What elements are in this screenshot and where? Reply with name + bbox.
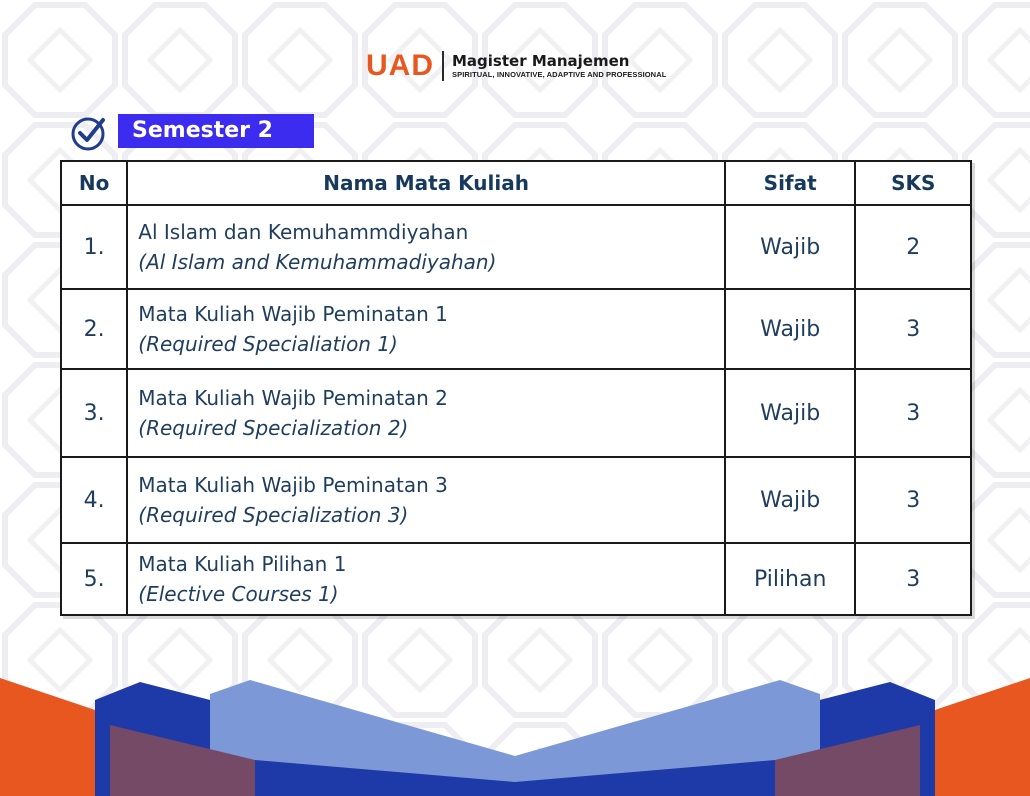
row-no: 1. bbox=[61, 205, 127, 289]
row-sifat: Wajib bbox=[725, 205, 856, 289]
table-row bbox=[61, 543, 971, 615]
row-course-name bbox=[127, 369, 725, 457]
row-no: 3. bbox=[61, 369, 127, 457]
row-no: 5. bbox=[61, 543, 127, 615]
uad-logo bbox=[366, 48, 666, 84]
row-no: 4. bbox=[61, 457, 127, 543]
row-sifat: Pilihan bbox=[725, 543, 856, 615]
bottom-decoration bbox=[0, 660, 1030, 796]
header-sifat: Sifat bbox=[725, 161, 856, 205]
row-course-name bbox=[127, 543, 725, 615]
row-sifat: Wajib bbox=[725, 369, 856, 457]
row-sks: 3 bbox=[855, 369, 971, 457]
course-name: Mata Kuliah Wajib Peminatan 1 bbox=[138, 302, 448, 326]
table-row bbox=[61, 369, 971, 457]
course-name: Mata Kuliah Pilihan 1 bbox=[138, 552, 347, 576]
course-table bbox=[60, 160, 972, 616]
logo-divider bbox=[442, 51, 444, 81]
logo-title: Magister Manajemen bbox=[452, 52, 630, 70]
row-course-name bbox=[127, 205, 725, 289]
course-name: Mata Kuliah Wajib Peminatan 3 bbox=[138, 473, 448, 497]
course-name-english: (Elective Courses 1) bbox=[138, 582, 339, 606]
table-row bbox=[61, 289, 971, 369]
course-name-english: (Al Islam and Kemuhammadiyahan) bbox=[138, 250, 497, 274]
logo-tagline: SPIRITUAL, INNOVATIVE, ADAPTIVE AND PROFESSIONAL bbox=[452, 70, 667, 79]
row-sks: 3 bbox=[855, 543, 971, 615]
row-sifat: Wajib bbox=[725, 289, 856, 369]
logo-text bbox=[452, 52, 666, 80]
row-course-name bbox=[127, 289, 725, 369]
deco-orange-right bbox=[920, 678, 1030, 796]
row-course-name bbox=[127, 457, 725, 543]
header-sks: SKS bbox=[855, 161, 971, 205]
course-name-english: (Required Specialization 3) bbox=[138, 503, 409, 527]
course-name-english: (Required Specialization 2) bbox=[138, 416, 409, 440]
row-no: 2. bbox=[61, 289, 127, 369]
table-header-row bbox=[61, 161, 971, 205]
deco-orange-left bbox=[0, 678, 110, 796]
table-row bbox=[61, 205, 971, 289]
row-sifat: Wajib bbox=[725, 457, 856, 543]
table-row bbox=[61, 457, 971, 543]
logo-mark: UAD bbox=[366, 49, 434, 82]
row-sks: 2 bbox=[855, 205, 971, 289]
course-name-english: (Required Specialiation 1) bbox=[138, 332, 398, 356]
check-circle-icon bbox=[70, 114, 108, 152]
row-sks: 3 bbox=[855, 289, 971, 369]
course-name: Al Islam dan Kemuhammdiyahan bbox=[138, 220, 469, 244]
row-sks: 3 bbox=[855, 457, 971, 543]
course-name: Mata Kuliah Wajib Peminatan 2 bbox=[138, 386, 448, 410]
semester-badge: Semester 2 bbox=[118, 114, 314, 148]
header-no: No bbox=[61, 161, 127, 205]
header-name: Nama Mata Kuliah bbox=[127, 161, 725, 205]
